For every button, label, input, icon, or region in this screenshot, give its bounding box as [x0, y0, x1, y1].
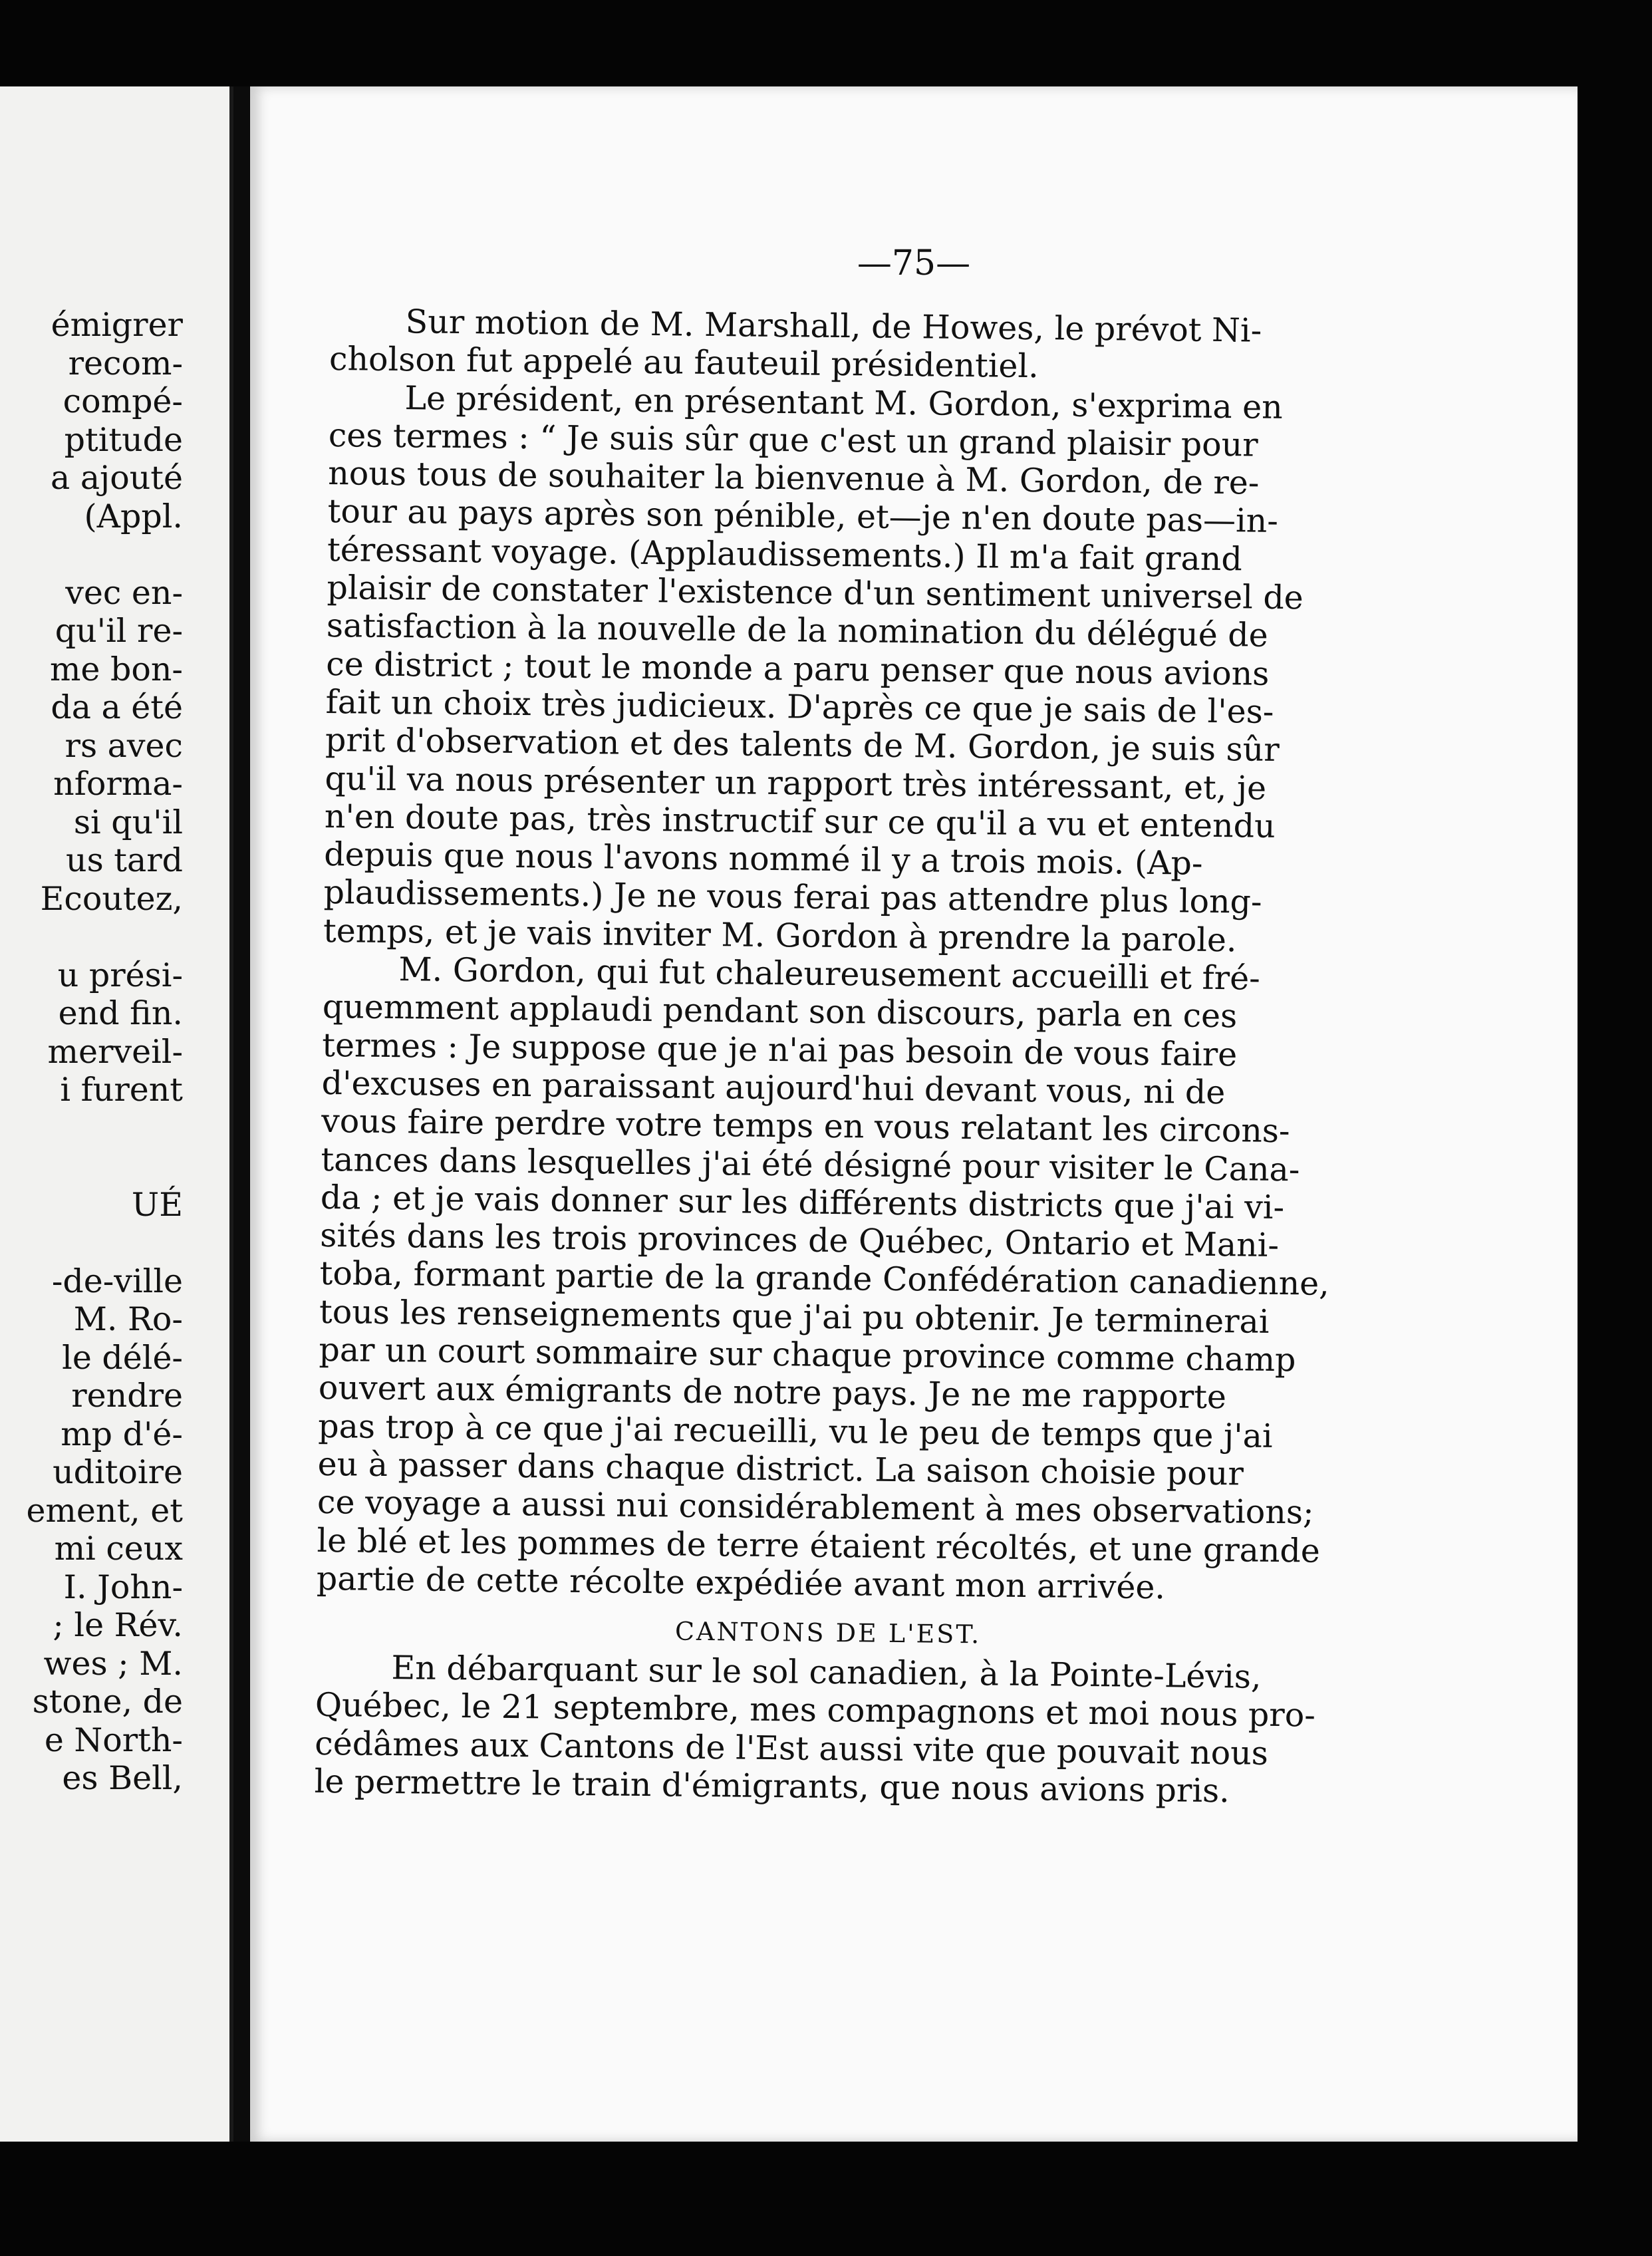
text-line: me bon- [49, 650, 183, 688]
text-line: le délé- [62, 1338, 183, 1377]
text-line: stone, de [32, 1683, 183, 1721]
text-line: fait un choix très judicieux. D'après ce que je sais de l'es- [325, 682, 1274, 731]
text-line: En débarquant sur le sol canadien, à la Pointe-Lévis, [391, 1649, 1262, 1696]
text-line: merveil- [47, 1032, 183, 1071]
blank-line [26, 1109, 183, 1148]
text-line: satisfaction à la nouvelle de la nomination du délégué de [326, 607, 1269, 655]
text-line: M. Gordon, qui fut chaleureusement accueilli et fré- [398, 950, 1260, 998]
text-line: rs avec [65, 726, 183, 765]
text-line: par un court sommaire sur chaque province comme champ [319, 1330, 1296, 1379]
text-line: Sur motion de M. Marshall, de Howes, le prévot Ni- [405, 303, 1262, 350]
text-line: tour au pays après son pénible, et—je n'en doute pas—in- [327, 492, 1279, 541]
blank-line [26, 1224, 183, 1262]
text-line: si qu'il [73, 803, 183, 841]
section-heading-fragment: UÉ [131, 1185, 183, 1224]
text-line: a ajouté [51, 459, 183, 497]
blank-line [26, 918, 183, 956]
book-gutter [233, 86, 249, 2142]
blank-line [26, 535, 183, 574]
text-line: Ecoutez, [40, 879, 183, 918]
text-line: nforma- [53, 765, 183, 803]
text-line: tances dans lesquelles j'ai été désigné pour visiter le Cana- [321, 1140, 1300, 1189]
text-line: I. John- [63, 1568, 183, 1606]
text-line: eu à passer dans chaque district. La saison choisie pour [317, 1445, 1244, 1493]
text-line: ouvert aux émigrants de notre pays. Je ne me rapporte [318, 1369, 1227, 1417]
text-line: ptitude [64, 420, 183, 459]
text-line: Le président, en présentant M. Gordon, s'exprima en [404, 378, 1284, 426]
section-heading: CANTONS DE L'EST. [674, 1616, 982, 1649]
text-line: da ; et je vais donner sur les différents districts que j'ai vi- [320, 1178, 1285, 1226]
text-line: sités dans les trois provinces de Québec, Ontario et Mani- [320, 1216, 1280, 1265]
text-line: M. Ro- [73, 1300, 183, 1338]
page-body-text [314, 302, 1354, 1811]
text-line: cédâmes aux Cantons de l'Est aussi vite que pouvait nous [315, 1724, 1269, 1772]
text-line: uditoire [53, 1453, 183, 1491]
text-line: wes ; M. [43, 1644, 183, 1683]
text-line: recom- [68, 344, 183, 382]
text-line: le blé et les pommes de terre étaient récoltés, et une grande [317, 1521, 1321, 1570]
text-line: Québec, le 21 septembre, mes compagnons et moi nous pro- [315, 1686, 1316, 1735]
text-line: plaisir de constater l'existence d'un sentiment universel de [327, 569, 1304, 617]
text-line: depuis que nous l'avons nommé il y a trois mois. (Ap- [324, 835, 1203, 883]
text-line: partie de cette récolte expédiée avant mon arrivée. [316, 1559, 1166, 1607]
blank-line [26, 1147, 183, 1186]
text-line: prit d'observation et des talents de M. Gordon, je suis sûr [325, 721, 1280, 770]
text-line: ces termes : “ Je suis sûr que c'est un grand plaisir pour [328, 416, 1258, 464]
text-line: cholson fut appelé au fauteuil présidentiel. [329, 340, 1039, 386]
text-line: es Bell, [62, 1759, 183, 1797]
text-line: da a été [51, 688, 183, 726]
text-line: temps, et je vais inviter M. Gordon à prendre la parole. [323, 911, 1237, 960]
text-line: us tard [66, 841, 183, 879]
text-line: qu'il re- [55, 612, 183, 650]
text-line: e North- [44, 1721, 183, 1759]
text-line: ement, et [26, 1491, 183, 1530]
text-line: -de-ville [51, 1262, 183, 1300]
text-line: le permettre le train d'émigrants, que nous avions pris. [314, 1762, 1230, 1810]
text-line: compé- [63, 382, 183, 420]
text-line: end fin. [58, 994, 183, 1032]
text-line: tous les renseignements que j'ai pu obtenir. Je terminerai [319, 1292, 1270, 1341]
text-line: n'en doute pas, très instructif sur ce qu'il a vu et entendu [324, 797, 1276, 845]
text-line: téressant voyage. (Applaudissements.) Il m'a fait grand [327, 530, 1243, 579]
text-line: qu'il va nous présenter un rapport très intéressant, et, je [325, 759, 1267, 807]
text-line: nous tous de souhaiter la bienvenue à M. Gordon, de re- [328, 454, 1260, 502]
text-line: pas trop à ce que j'ai recueilli, vu le peu de temps que j'ai [318, 1407, 1273, 1455]
page-number: —75— [857, 243, 971, 283]
text-line: toba, formant partie de la grande Confédération canadienne, [319, 1254, 1330, 1304]
text-line: (Appl. [84, 497, 183, 535]
text-line: i furent [60, 1071, 183, 1109]
text-line: vous faire perdre votre temps en vous relatant les circons- [321, 1102, 1290, 1151]
left-page-text [26, 306, 183, 1798]
text-line: ; le Rév. [53, 1606, 183, 1644]
text-line: plaudissements.) Je ne vous ferai pas attendre plus long- [323, 873, 1262, 922]
text-line: mp d'é- [61, 1415, 183, 1453]
text-line: rendre [71, 1377, 183, 1415]
text-line: mi ceux [54, 1530, 183, 1568]
text-line: termes : Je suppose que je n'ai pas besoin de vous faire [322, 1026, 1238, 1073]
text-line: ce voyage a aussi nui considérablement à mes observations; [317, 1483, 1314, 1532]
text-line: d'excuses en paraissant aujourd'hui devant vous, ni de [321, 1063, 1226, 1112]
text-line: ce district ; tout le monde a paru penser que nous avions [326, 644, 1270, 693]
text-line: quemment applaudi pendant son discours, parla en ces [322, 988, 1238, 1036]
right-page [250, 86, 1578, 2142]
left-page-fragment [0, 86, 233, 2142]
text-line: émigrer [51, 306, 183, 344]
text-line: vec en- [65, 573, 183, 612]
text-line: u prési- [57, 956, 183, 994]
